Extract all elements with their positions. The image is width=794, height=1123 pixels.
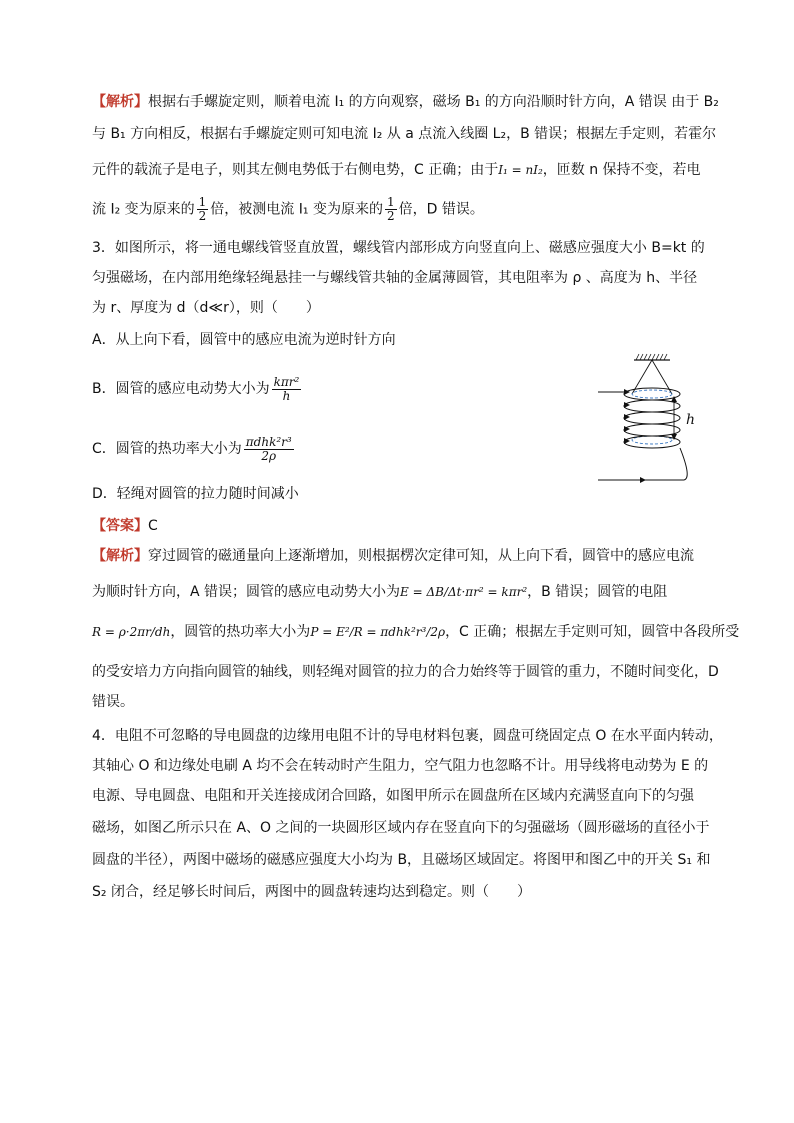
analysis1-line4: 流 I₂ 变为原来的 $\frac{1}{2}$ 倍，被测电流 I₁ 变为原来的 $\frac{1}{2}$ 倍，D 错误。 [92,195,484,223]
solenoid-figure [594,352,708,492]
question4-line1: 4．电阻不可忽略的导电圆盘的边缘用电阻不计的导电材料包裹，圆盘可绕固定点 O 在水平面内转动， [92,728,723,744]
analysis1-line2: 与 B₁ 方向相反，根据右手螺旋定则可知电流 I₂ 从 a 点流入线圈 L₂，B 错误；根据左手定则，若霍尔 [92,126,717,142]
analysis3-line1: 【解析】穿过圆管的磁通量向上逐渐增加，则根据楞次定律可知，从上向下看，圆管中的感应电流 [92,548,694,564]
fraction-emf: $\frac{\text{kπr²}}{h}$ [273,374,300,403]
answer3-line [92,516,707,536]
analysis3-line2: 为顺时针方向，A 错误；圆管的感应电动势大小为E = ΔB/Δt·πr² = kπr²，B 错误；圆管的电阻 [92,584,668,600]
height-label: h [686,412,696,428]
answer-value: C [148,518,158,534]
fraction-half: $\frac{1}{2}$ [386,195,395,223]
answer-tag: 【答案】 [92,518,148,534]
question4-line6: S₂ 闭合，经足够长时间后，两图中的圆盘转速均达到稳定。则（ ） [92,884,531,900]
analysis-tag: 【解析】 [92,94,148,110]
option-a: A．从上向下看，圆管中的感应电流为逆时针方向 [92,332,396,348]
option-d: D．轻绳对圆管的拉力随时间减小 [92,486,299,502]
option-b: B．圆管的感应电动势大小为 $\frac{\text{kπr²}}{h}$ [92,374,300,403]
question3-stem-line3: 为 r、厚度为 d（d≪r），则（ ） [92,300,320,316]
equation-i1-ni2: I₁ = nI₂ [498,163,543,177]
question4-line2: 其轴心 O 和边缘处电刷 A 均不会在转动时产生阻力，空气阻力也忽略不计。用导线将电动势为 E 的 [92,758,709,774]
question4-line3: 电源、导电圆盘、电阻和开关连接成闭合回路，如图甲所示在圆盘所在区域内充满竖直向下的匀强 [92,788,694,804]
question4-line4: 磁场，如图乙所示只在 A、O 之间的一块圆形区域内存在竖直向下的匀强磁场（圆形磁场的直径小于 [92,820,710,836]
analysis1-line3: 元件的载流子是电子，则其左侧电势低于右侧电势，C 正确；由于I₁ = nI₂，匝数 n 保持不变，若电 [92,162,701,178]
analysis-tag: 【解析】 [92,548,148,564]
equation-power: P = E²/R = πdhk²r³/2ρ [310,625,446,639]
equation-resistance: R = ρ·2πr/dh [92,625,171,639]
question3-stem-line2: 匀强磁场，在内部用绝缘轻绳悬挂一与螺线管共轴的金属薄圆管，其电阻率为 ρ 、高度为 h、半径 [92,270,698,286]
fraction-heat-power: $\frac{\text{πdhk²r³}}{2\rho}$ [245,434,292,463]
question4-line5: 圆盘的半径），两图中磁场的磁感应强度大小均为 B，且磁场区域固定。将图甲和图乙中的开关 S₁ 和 [92,852,711,868]
equation-emf: E = ΔB/Δt·πr² = kπr² [400,585,528,599]
analysis3-line3: R = ρ·2πr/dh，圆管的热功率大小为P = E²/R = πdhk²r³/2ρ，C 正确；根据左手定则可知，圆管中各段所受 [92,624,740,640]
analysis3-line4: 的受安培力方向指向圆管的轴线，则轻绳对圆管的拉力的合力始终等于圆管的重力，不随时间变化，D [92,664,719,680]
option-c: C．圆管的热功率大小为 $\frac{\text{πdhk²r³}}{2\rho}$ [92,434,292,463]
question3-stem-line1: 3．如图所示，将一通电螺线管竖直放置，螺线管内部形成方向竖直向上、磁感应强度大小 B=kt 的 [92,240,705,256]
analysis3-line5: 错误。 [92,694,134,710]
solenoid-diagram [594,352,708,492]
fraction-half: $\frac{1}{2}$ [198,195,207,223]
analysis1-line1: 【解析】根据右手螺旋定则，顺着电流 I₁ 的方向观察，磁场 B₁ 的方向沿顺时针方向，A 错误 由于 B₂ [92,94,719,110]
